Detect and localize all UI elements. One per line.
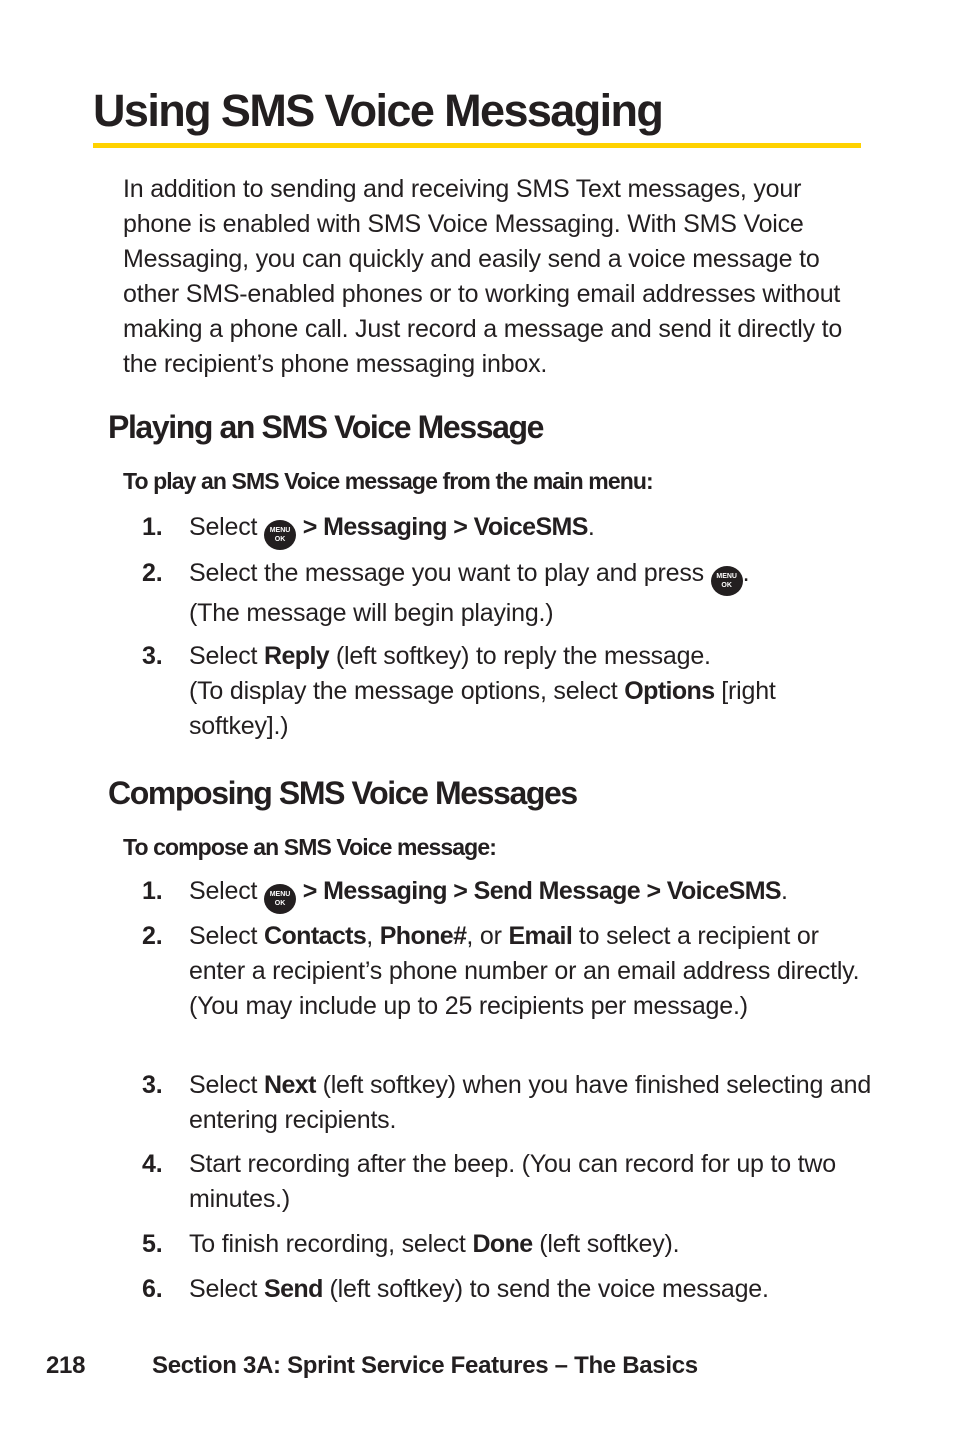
menu-ok-key-icon: MENU OK <box>711 566 743 596</box>
page-number: 218 <box>46 1352 86 1379</box>
step-number: 4. <box>142 1150 163 1178</box>
step-number: 1. <box>142 877 163 905</box>
step-text: Select the message you want to play and press <box>189 559 711 587</box>
send-softkey-label: Send <box>264 1275 323 1303</box>
step-number: 3. <box>142 1071 163 1099</box>
section-heading-composing: Composing SMS Voice Messages <box>108 775 577 811</box>
done-softkey-label: Done <box>472 1230 533 1258</box>
email-option-label: Email <box>508 922 573 950</box>
step-number: 2. <box>142 922 163 950</box>
contacts-option-label: Contacts <box>264 922 367 950</box>
section-heading-playing: Playing an SMS Voice Message <box>108 409 544 445</box>
phone-option-label: Phone# <box>379 922 467 950</box>
next-softkey-label: Next <box>264 1071 316 1099</box>
step-note: (The message will begin playing.) <box>189 599 554 627</box>
menu-path: > Messaging > Send Message > VoiceSMS <box>302 877 782 905</box>
composing-lead: To compose an SMS Voice message: <box>123 834 496 860</box>
section-footer: Section 3A: Sprint Service Features – The Basics <box>152 1352 698 1379</box>
step-number: 6. <box>142 1275 163 1303</box>
menu-ok-key-icon: MENU OK <box>264 520 296 550</box>
options-softkey-label: Options <box>624 677 715 705</box>
step-text: Start recording after the beep. (You can record for up to two minutes.) <box>189 1150 836 1213</box>
menu-path: > Messaging > VoiceSMS <box>302 513 588 541</box>
step-number: 3. <box>142 642 163 670</box>
reply-softkey-label: Reply <box>264 642 330 670</box>
step-text: Select <box>189 513 265 541</box>
playing-lead: To play an SMS Voice message from the main menu: <box>123 468 653 494</box>
step-number: 2. <box>142 559 163 587</box>
intro-paragraph: In addition to sending and receiving SMS Text messages, your phone is enabled with SMS Voice Messaging. With SMS Voice Messaging, you can quickly and easily send a voice message to other SMS-enabled phones or to working email addresses without making a phone call. Just record a message and send it directly to the recipient’s phone messaging inbox. <box>123 175 843 378</box>
title-divider <box>93 143 861 148</box>
page-title: Using SMS Voice Messaging <box>93 85 663 136</box>
step-number: 1. <box>142 513 163 541</box>
step-number: 5. <box>142 1230 163 1258</box>
menu-ok-key-icon: MENU OK <box>264 884 296 914</box>
